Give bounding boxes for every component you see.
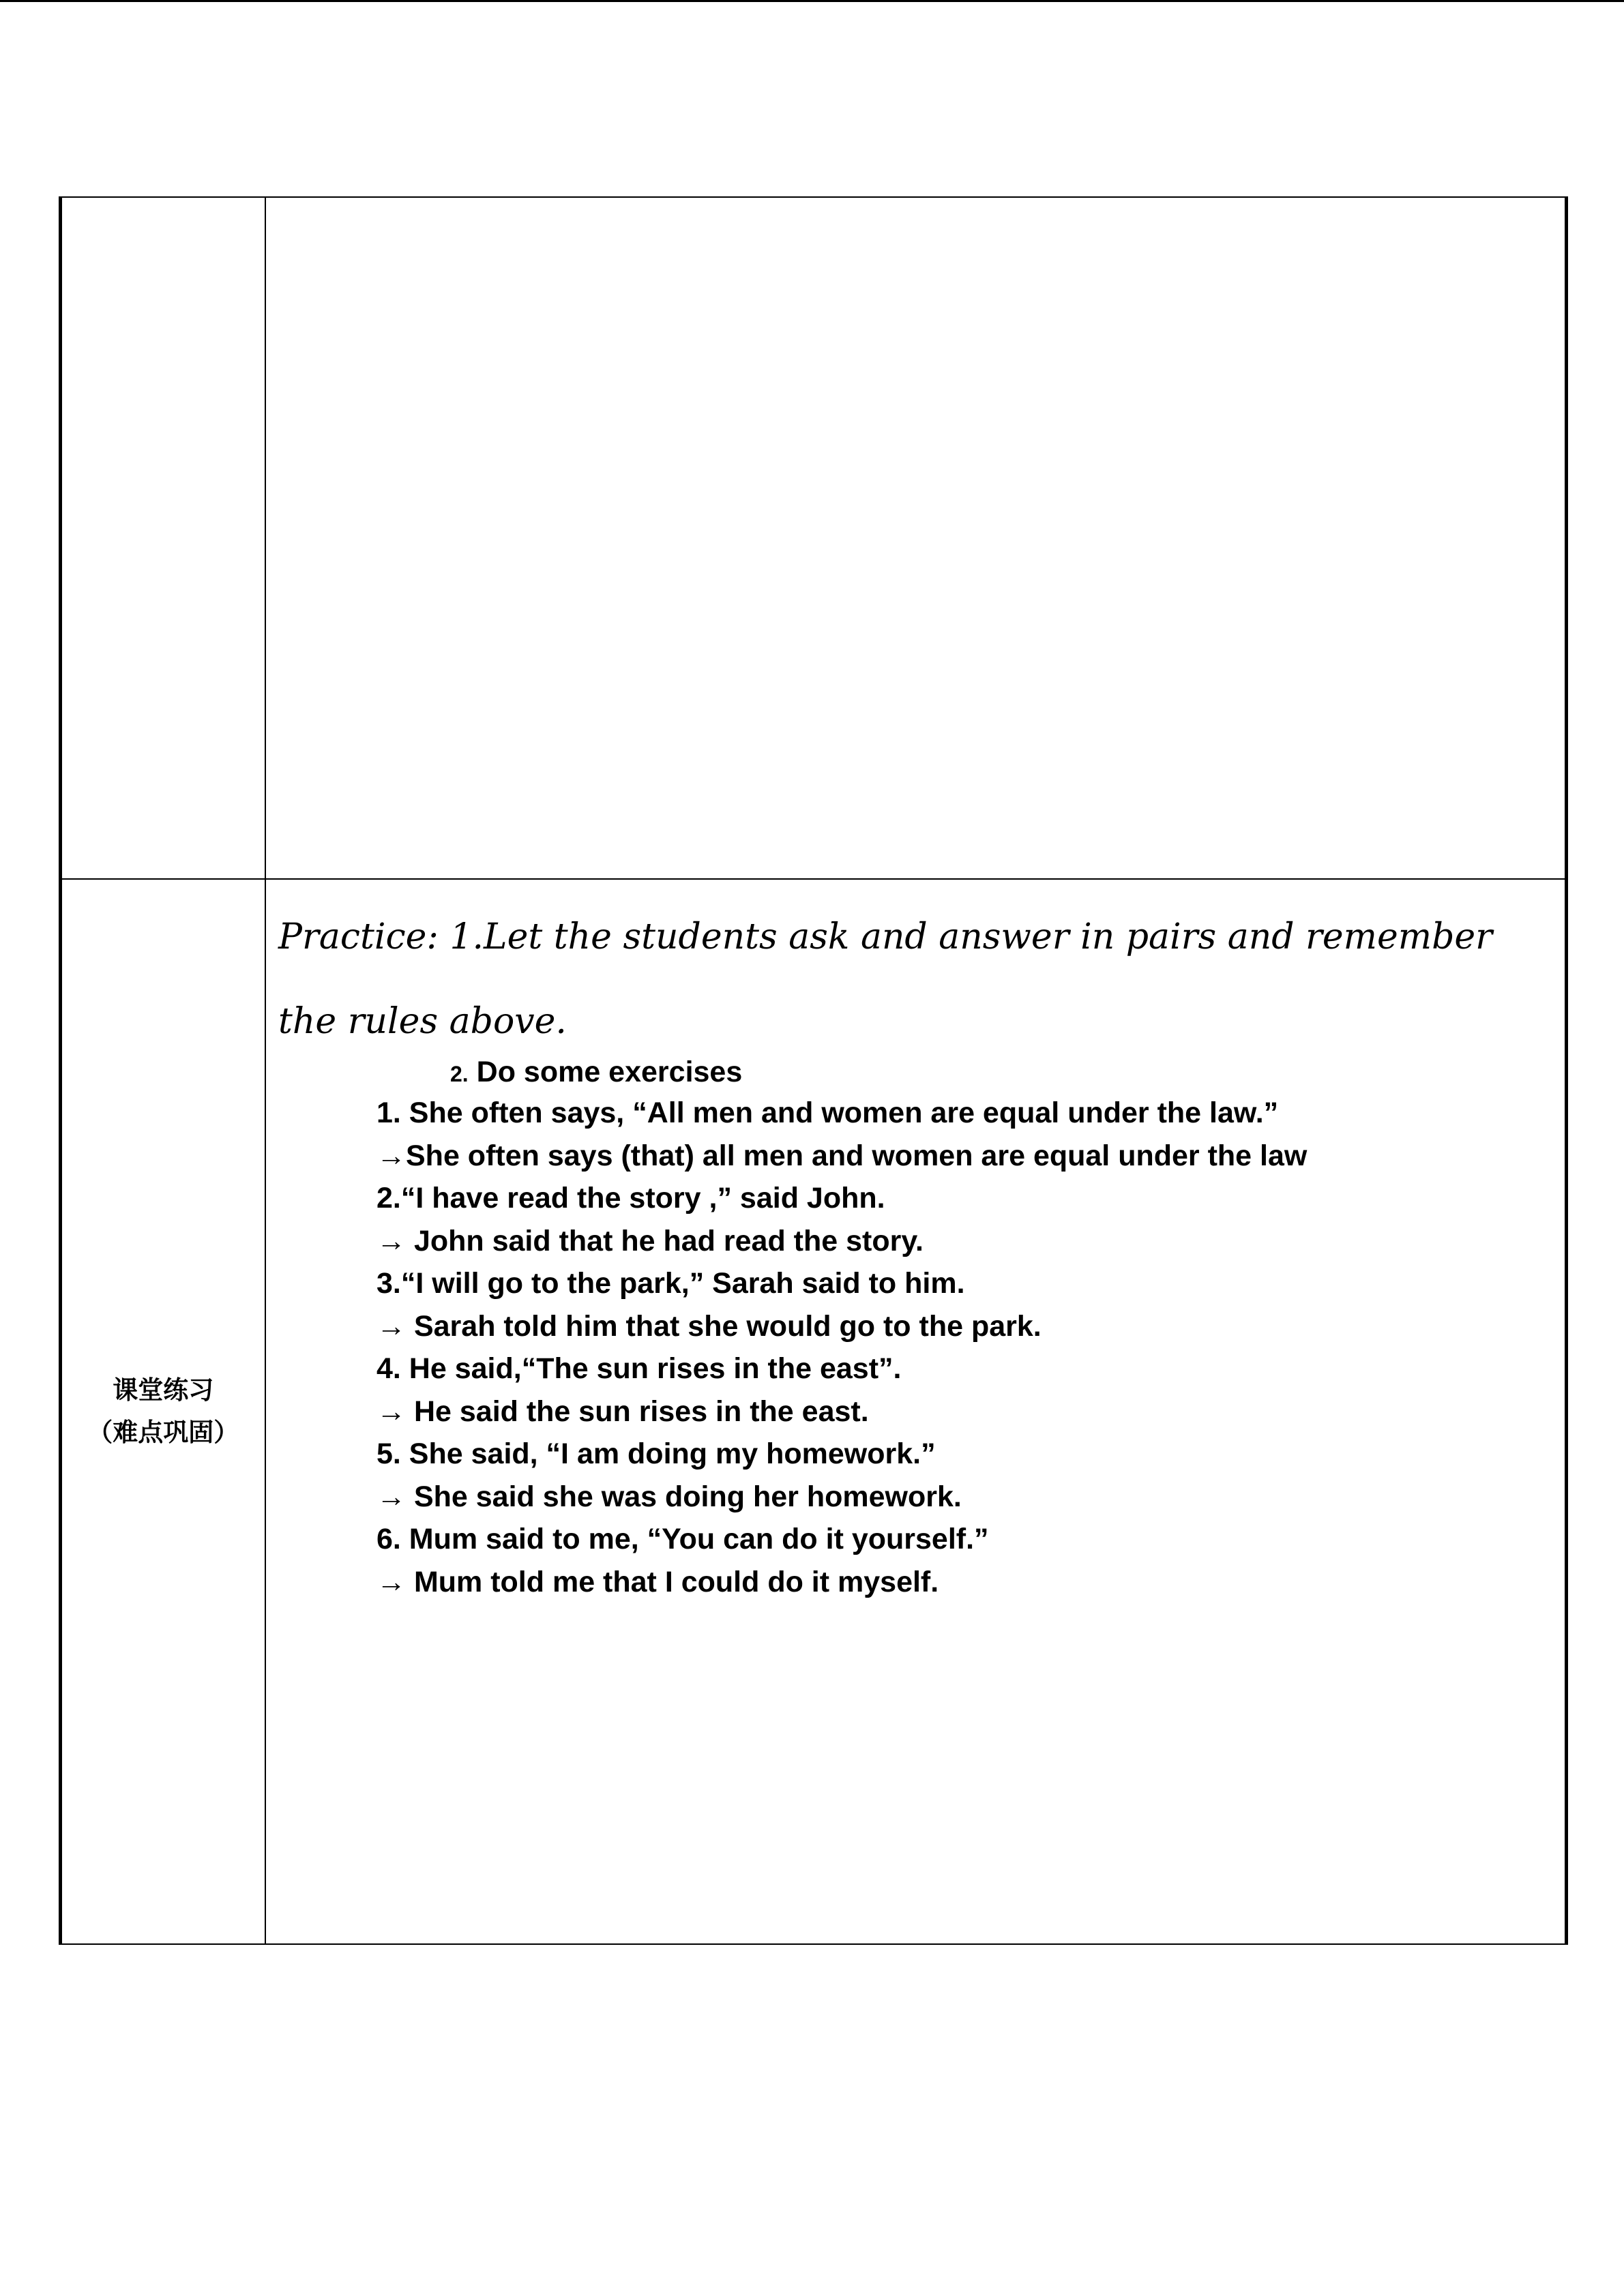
section-label-subtitle: （难点巩固） (87, 1418, 239, 1447)
empty-content-cell (265, 197, 1567, 879)
exercise-line: 4. He said,“The sun rises in the east”. (377, 1352, 902, 1385)
section-label-title: 课堂练习 (113, 1375, 214, 1405)
exercise-heading (450, 1052, 742, 1094)
exercise-line: → Mum told me that I could do it myself. (377, 1565, 939, 1598)
exercise-line: → He said the sun rises in the east. (377, 1395, 869, 1428)
exercise-line: 3.“I will go to the park,” Sarah said to him. (377, 1267, 965, 1300)
exercise-line: 6. Mum said to me, “You can do it yourself.” (377, 1523, 989, 1555)
exercise-heading-text: Do some exercises (468, 1056, 743, 1088)
exercise-heading-number: 2. (450, 1062, 469, 1086)
exercise-line: 2.“I have read the story ,” said John. (377, 1182, 885, 1214)
exercise-line: 5. She said, “I am doing my homework.” (377, 1437, 936, 1470)
empty-label-cell (61, 197, 265, 879)
exercise-list (377, 1092, 1307, 1603)
practice-instruction: Practice: 1.Let the students ask and answer in pairs and remember the rules above. (278, 916, 1492, 1042)
section-label-cell (61, 879, 265, 1944)
lesson-plan-table (59, 196, 1568, 1945)
exercise-line: 1. She often says, “All men and women are equal under the law.” (377, 1097, 1279, 1129)
exercise-line: → She said she was doing her homework. (377, 1480, 962, 1513)
exercise-line: → John said that he had read the story. (377, 1224, 924, 1257)
table-row-upper (61, 197, 1567, 879)
page-top-border (0, 0, 1624, 2)
exercise-line: →She often says (that) all men and women are equal under the law (377, 1139, 1308, 1172)
exercise-line: → Sarah told him that she would go to the park. (377, 1309, 1042, 1343)
